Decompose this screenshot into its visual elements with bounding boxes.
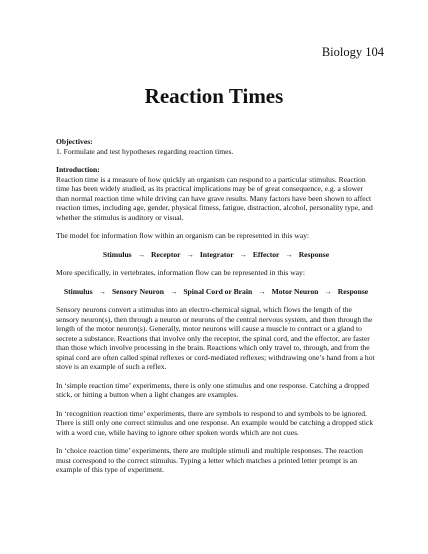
arrow-right-icon: → — [98, 286, 107, 296]
flow1-step: Integrator — [199, 249, 234, 259]
flow2-step: Motor Neuron — [271, 286, 319, 296]
neurons-paragraph: Sensory neurons convert a stimulus into an electro-chemical signal, which flows the length of the sensory neuron(s), then through a neuron or neurons of the central nervous system, and then through the length of the motor neuron(s). Generally, motor neurons will cause a muscle to contract or a gland to secrete a substance. Reactions that involve only the receptor, the spinal cord, and the effector, are faster than those which involve processing in the brain. Reactions which only travel to, through, and from the spinal cord are often called spinal reflexes or cord-mediated reflexes; withdrawing one’s hand from a hot stove is an example of such a reflex. — [56, 305, 375, 371]
choice-reaction-paragraph: In ‘choice reaction time’ experiments, there are multiple stimuli and multiple responses. The reaction must correspond to the correct stimulus. Typing a letter which matches a printed letter prompt is an example of this type of experiment. — [56, 446, 363, 474]
information-flow-general — [56, 250, 376, 260]
flow2-step: Spinal Cord or Brain — [183, 286, 253, 296]
flow2-step: Sensory Neuron — [111, 286, 164, 296]
arrow-right-icon: → — [137, 249, 146, 259]
arrow-right-icon: → — [258, 286, 266, 296]
objectives-heading: Objectives: — [56, 137, 93, 146]
specific-paragraph: More specifically, in vertebrates, information flow can be represented in this way: — [56, 268, 305, 277]
objectives-item: 1. Formulate and test hypotheses regarding reaction times. — [56, 146, 234, 156]
flow1-step: Stimulus — [102, 249, 132, 259]
page-title: Reaction Times — [144, 84, 284, 108]
arrow-right-icon: → — [169, 286, 178, 296]
flow2-step: Response — [337, 286, 369, 296]
flow1-step: Response — [298, 249, 330, 259]
introduction-paragraph: Reaction time is a measure of how quickly an organism can respond to a particular stimulus. Reaction time has been widely studied, as its practical implications may be of great consequence, e.g. a slower than normal reaction time while driving can have grave results. Many factors have been shown to affect reaction times, including age, gender, physical fitness, fatigue, distraction, alcohol, personality type, and whether the stimulus is auditory or visual. — [56, 174, 373, 222]
arrow-right-icon: → — [186, 249, 194, 259]
flow1-step: Receptor — [151, 249, 181, 259]
arrow-right-icon: → — [324, 286, 332, 296]
introduction-heading: Introduction: — [56, 165, 100, 174]
course-label: Biology 104 — [321, 45, 384, 59]
arrow-right-icon: → — [239, 249, 247, 259]
flow2-step: Stimulus — [63, 286, 93, 296]
simple-reaction-paragraph: In ‘simple reaction time’ experiments, there is only one stimulus and one response. Catching a dropped stick, or hitting a button when a light changes are examples. — [56, 380, 370, 399]
model-paragraph: The model for information flow within an organism can be represented in this way: — [56, 231, 310, 240]
flow1-step: Effector — [252, 249, 280, 259]
information-flow-vertebrates — [56, 287, 376, 297]
document-body — [56, 137, 376, 475]
arrow-right-icon: → — [285, 249, 293, 259]
recognition-reaction-paragraph: In ‘recognition reaction time’ experiments, there are symbols to respond to and symbols to be ignored. There is still only one correct stimulus and one response. An example would be catching a dropped stick with a word cue, while having to ignore other spoken words which are not cues. — [56, 408, 374, 437]
